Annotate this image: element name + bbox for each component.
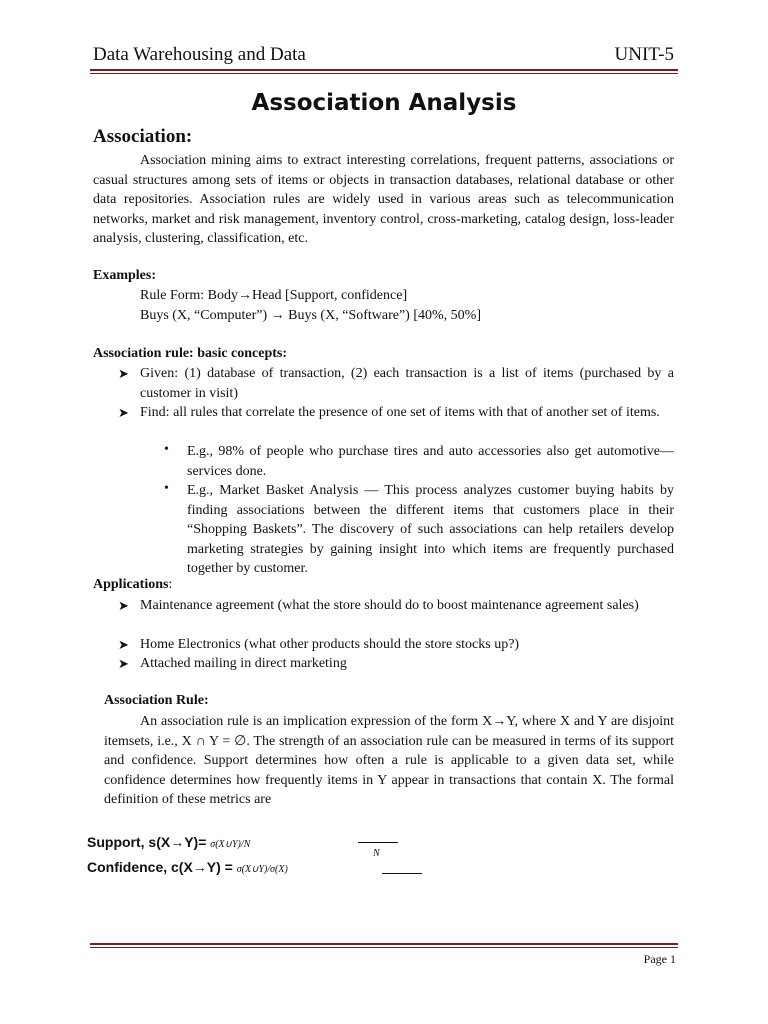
footer-rule [90,943,678,945]
intro-paragraph: Association mining aims to extract interesting correlations, frequent patterns, associations or casual structures among sets of items or objects in transaction databases, relational database or other data repositories. Association rules are widely used in various areas such as telecommunication networks, market and risk management, inventory control, cross-marketing, catalog design, loss-leader analysis, clustering, classification, etc. [93,153,674,246]
given-item: Given: (1) database of transaction, (2) each transaction is a list of items (purchased by a customer in visit) [140,366,674,401]
fraction-bar [382,873,422,874]
arrow-bullet-icon: ➤ [118,598,129,613]
rule-heading: Association Rule: [104,693,209,708]
footer-rule-thin [90,947,678,948]
application-item: Home Electronics (what other products should the store stocks up?) [140,637,520,652]
arrow-bullet-icon: ➤ [118,405,129,420]
eg-tires: E.g., 98% of people who purchase tires and auto accessories also get automotive—services done. [187,444,674,479]
basic-concepts-heading: Association rule: basic concepts: [93,346,288,361]
bullet-dot-icon: • [164,481,169,496]
support-formula: Support, s(X→Y)= σ(X∪Y)/N [87,834,251,850]
page-number: Page 1 [643,952,676,966]
bullet-dot-icon: • [164,442,169,457]
header-subject: Data Warehousing and Data [93,44,306,65]
fraction-bar [358,842,398,843]
header-unit: UNIT-5 [614,44,674,65]
arrow-bullet-icon: ➤ [118,366,129,381]
application-item: Maintenance agreement (what the store should do to boost maintenance agreement sales) [140,598,639,613]
find-item: Find: all rules that correlate the presence of one set of items with that of another set of items. [140,405,660,420]
header-rule-thin [90,73,678,74]
examples-heading: Examples: [93,268,156,283]
arrow-bullet-icon: ➤ [118,656,129,671]
page-title: Association Analysis [251,90,517,116]
example-rule-form: Rule Form: Body→Head [Support, confidence] [140,288,408,303]
example-buys: Buys (X, “Computer”) → Buys (X, “Software”) [40%, 50%] [140,308,481,323]
rule-paragraph: An association rule is an implication expression of the form X→Y, where X and Y are disjoint itemsets, i.e., X ∩ Y = ∅. The strength of an association rule can be measured in terms of its support and confidence. Support determines how often a rule is applicable to a given data set, while confidence determines how frequently items in Y appear in transactions that contain X. The formal definition of these metrics are [104,714,674,807]
confidence-formula: Confidence, c(X→Y) = σ(X∪Y)/σ(X) [87,859,288,875]
eg-market-basket: E.g., Market Basket Analysis — This process analyzes customer buying habits by finding associations between the different items that customers place in their “Shopping Baskets”. The discovery of such associations can help retailers develop marketing strategies by gaining insight into which items are frequently purchased together by customer. [187,483,674,576]
applications-heading: Applications: [93,577,173,592]
arrow-bullet-icon: ➤ [118,637,129,652]
header-rule [90,69,678,71]
section-heading: Association: [93,126,193,147]
support-denominator: N [373,848,380,859]
application-item: Attached mailing in direct marketing [140,656,347,671]
